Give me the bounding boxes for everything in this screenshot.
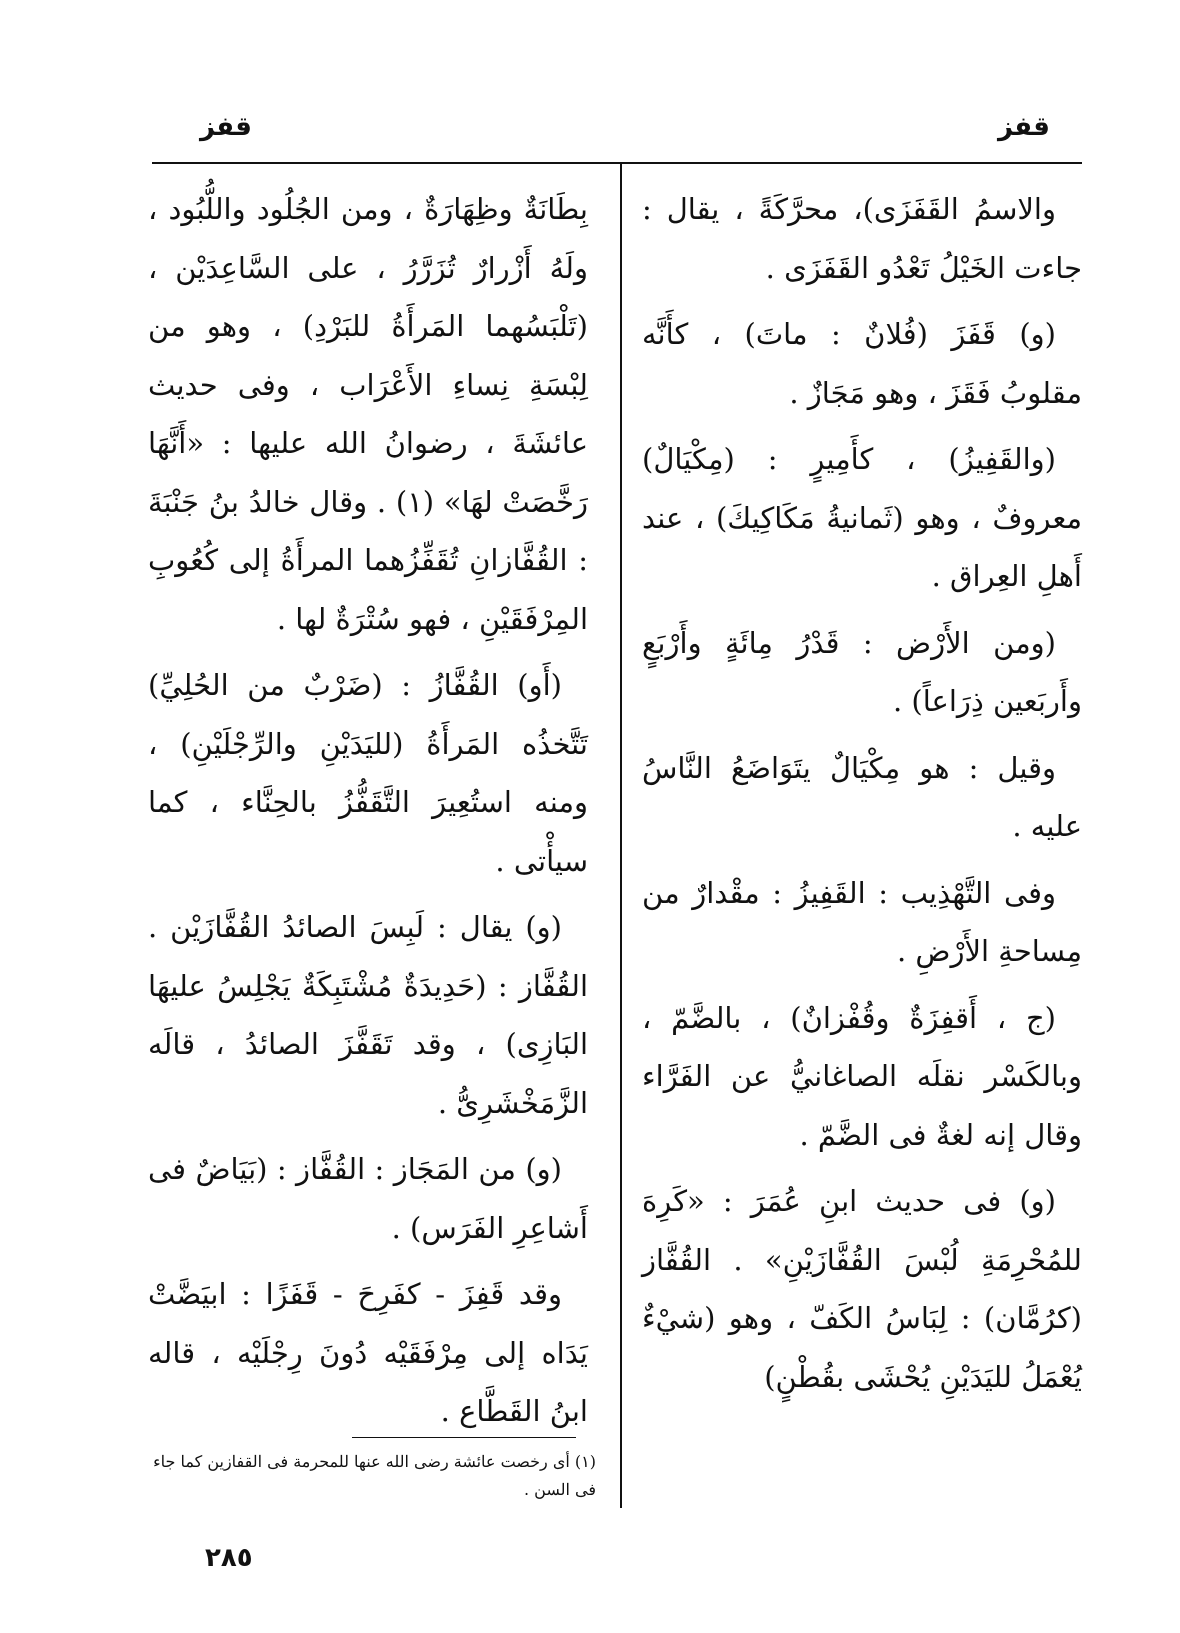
page-number: ٢٨٥ [205, 1543, 253, 1573]
right-column [642, 180, 1082, 1414]
paragraph: (و) فى حديث ابنِ عُمَرَ : «كَرِهَ للمُحْرِمَةِ لُبْسَ القُفَّازَيْنِ» . القُفَّاز (كرُمَّان) : لِبَاسُ الكَفّ ، وهو (شيْءٌ يُعْمَلُ لليَدَيْنِ يُحْشَى بقُطْنٍ) [642, 1184, 1082, 1394]
paragraph: (و) قَفَزَ (فُلانٌ : ماتَ) ، كأَنَّه مقلوبُ فَقَزَ ، وهو مَجَازٌ . [642, 317, 1082, 410]
footnote-rule [352, 1437, 576, 1438]
paragraph: (ج ، أَقفِزَةٌ وقُفْزانٌ) ، بالضَّمّ ، وبالكَسْر نقلَه الصاغانيُّ عن الفَرَّاء وقال إنه لغةٌ فى الضَّمّ . [642, 1000, 1082, 1152]
paragraph: وقد قَفِزَ - كفَرِحَ - قَفَزًا : ابيَضَّتْ يَدَاه إلى مِرْفَقَيْه دُونَ رِجْلَيْه ، قاله ابنُ القَطَّاع . [148, 1277, 588, 1428]
column-divider [620, 164, 622, 1508]
page-header-left: قفز [200, 112, 252, 142]
left-column [148, 180, 588, 1449]
paragraph: (أَو) القُفَّازُ : (ضَرْبٌ من الحُلِيِّ) تَتَّخذُه المَرأَةُ (لليَدَيْنِ والرِّجْلَيْنِ) ، ومنه استُعِيرَ التَّقَفُّزُ بالحِنَّاء ، كما سيأْتى . [148, 668, 588, 878]
header-rule [152, 162, 1082, 164]
paragraph: والاسمُ القَفَزَى)، محرَّكَةً ، يقال : جاءت الخَيْلُ تَعْدُو القَفَزَى . [642, 192, 1082, 285]
paragraph: (ومن الأَرْض : قَدْرُ مِائَةٍ وأَرْبَعٍ وأَربَعين ذِرَاعاً) . [642, 625, 1082, 718]
footnote: (١) أى رخصت عائشة رضى الله عنها للمحرمة فى القفازين كما جاء فى السن . [153, 1452, 596, 1499]
paragraph: بِطَانَةٌ وظِهَارَةٌ ، ومن الجُلُود واللُّبُود ، ولَهُ أَزْرارٌ تُزَرَّرُ ، على السَّاعِدَيْن ، (تَلْبَسُهما المَرأَةُ للبَرْدِ) ، وهو من لِبْسَةِ نِساءِ الأَعْرَاب ، وفى حديث عائشَةَ ، رضوانُ الله عليها : «أَنَّهَا رَخَّصَتْ لهَا» (١) . وقال خالدُ بنُ جَنْبَةَ : القُفَّازانِ تُقَفِّزُهما المرأَةُ إلى كُعُوبِ المِرْفَقَيْنِ ، فهو سُتْرَةٌ لها . [148, 192, 588, 636]
page-header-right: قفز [998, 112, 1050, 142]
paragraph: وقيل : هو مِكْيَالٌ يتَوَاضَعُ النَّاسُ عليه . [642, 750, 1082, 843]
paragraph: وفى التَّهْذِيب : القَفِيزُ : مقْدارٌ من مِساحةِ الأَرْضِ . [642, 875, 1082, 968]
paragraph: (و) يقال : لَبِسَ الصائدُ القُفَّازَيْن . القُفَّاز : (حَدِيدَةٌ مُشْتَبِكَةٌ يَجْلِسُ عليهَا البَازِى) ، وقد تَقَفَّزَ الصائدُ ، قالَه الزَّمَخْشَرِىُّ . [148, 910, 588, 1120]
paragraph: (و) من المَجَاز : القُفَّاز : (بَيَاضٌ فى أَشاعِرِ الفَرَس) . [148, 1152, 588, 1245]
paragraph: (والقَفِيزُ) ، كأَمِيرٍ : (مِكْيَالٌ) معروفٌ ، وهو (ثَمانيةُ مَكَاكِيكَ) ، عند أَهلِ العِراق . [642, 442, 1082, 593]
